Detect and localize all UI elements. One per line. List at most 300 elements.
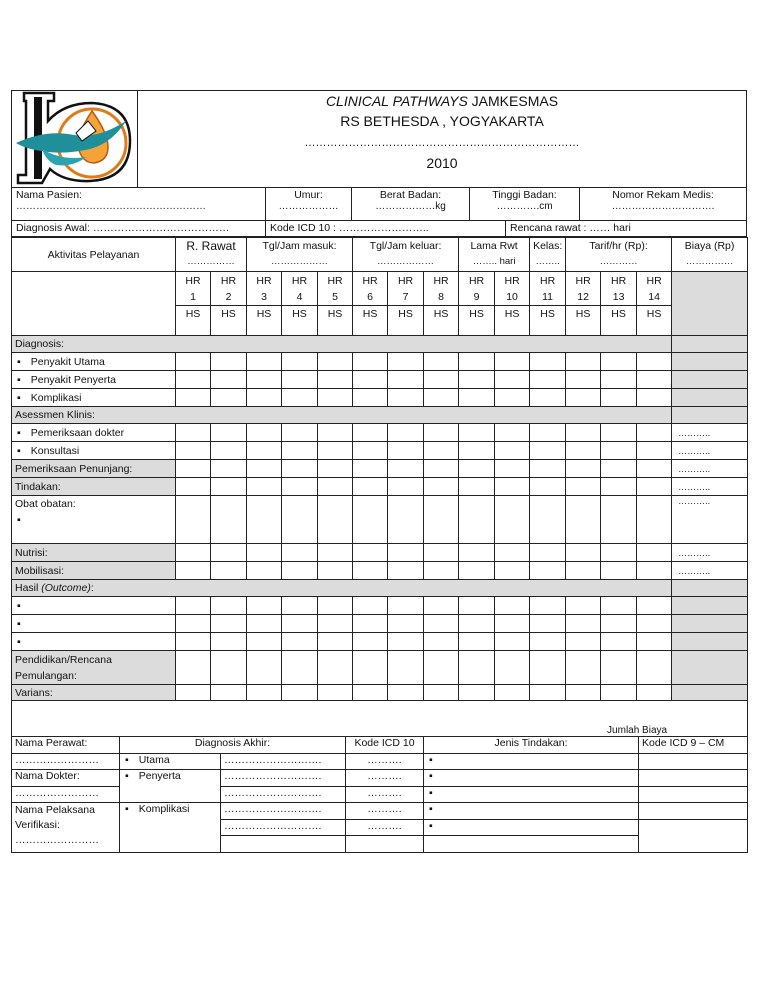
day-header-6 — [353, 272, 388, 306]
day-check-cell[interactable] — [247, 597, 282, 615]
day-check-cell[interactable] — [388, 442, 424, 460]
class-header[interactable] — [530, 238, 566, 272]
day-check-cell[interactable] — [176, 651, 211, 685]
day-check-cell[interactable] — [637, 544, 672, 562]
day-check-cell[interactable] — [601, 353, 637, 371]
day-number: 3 — [261, 290, 267, 303]
day-check-cell[interactable] — [495, 633, 530, 651]
class-header-value[interactable]: …….. — [535, 256, 560, 267]
day-number: 5 — [332, 290, 338, 303]
day-check-cell[interactable] — [353, 562, 388, 580]
day-check-cell[interactable] — [318, 460, 353, 478]
day-check-cell[interactable] — [530, 685, 566, 701]
day-check-cell[interactable] — [459, 389, 495, 407]
day-check-cell[interactable] — [530, 544, 566, 562]
day-check-cell[interactable] — [601, 562, 637, 580]
day-check-cell[interactable] — [495, 651, 530, 685]
day-check-cell[interactable] — [637, 496, 672, 544]
day-check-cell[interactable] — [495, 597, 530, 615]
day-check-cell[interactable] — [601, 424, 637, 442]
day-check-cell[interactable] — [459, 651, 495, 685]
day-check-cell[interactable] — [388, 424, 424, 442]
day-check-cell[interactable] — [388, 615, 424, 633]
day-check-cell[interactable] — [566, 353, 601, 371]
day-check-cell[interactable] — [211, 371, 247, 389]
day-check-cell[interactable] — [282, 460, 318, 478]
day-check-cell[interactable] — [176, 496, 211, 544]
day-check-cell[interactable] — [530, 424, 566, 442]
day-prefix: HR — [362, 274, 378, 287]
day-prefix: HR — [185, 274, 201, 287]
day-check-cell[interactable] — [176, 562, 211, 580]
day-check-cell[interactable] — [176, 478, 211, 496]
cost-cell[interactable]: ……….. — [672, 424, 748, 442]
day-check-cell[interactable] — [459, 615, 495, 633]
day-check-cell[interactable] — [318, 353, 353, 371]
day-check-cell[interactable] — [530, 615, 566, 633]
row-label: Asessmen Klinis: — [12, 407, 672, 424]
day-check-cell[interactable] — [247, 544, 282, 562]
diagnosis-row — [11, 221, 747, 237]
icd9-field[interactable] — [639, 786, 748, 803]
day-check-cell[interactable] — [247, 562, 282, 580]
day-check-cell[interactable] — [637, 597, 672, 615]
day-check-cell[interactable] — [211, 424, 247, 442]
doctor-name-field[interactable]: …………………… — [12, 786, 120, 803]
day-check-cell[interactable] — [566, 442, 601, 460]
day-check-cell[interactable] — [318, 496, 353, 544]
day-check-cell[interactable] — [388, 478, 424, 496]
weight-field[interactable]: Berat Badan: ………………kg — [352, 188, 470, 220]
day-check-cell[interactable] — [282, 496, 318, 544]
cost-cell — [672, 633, 748, 651]
day-check-cell[interactable] — [353, 544, 388, 562]
day-check-cell[interactable] — [601, 544, 637, 562]
day-check-cell[interactable] — [282, 424, 318, 442]
day-check-cell[interactable] — [247, 353, 282, 371]
day-check-cell[interactable] — [459, 371, 495, 389]
day-check-cell[interactable] — [530, 353, 566, 371]
day-check-cell[interactable] — [424, 651, 459, 685]
day-check-cell[interactable] — [211, 460, 247, 478]
icd-komplikasi-field-2[interactable]: ………. — [346, 819, 424, 836]
day-check-cell[interactable] — [459, 544, 495, 562]
day-check-cell[interactable] — [353, 424, 388, 442]
icd-utama-field[interactable]: ………. — [346, 753, 424, 770]
day-check-cell[interactable] — [601, 496, 637, 544]
day-check-cell[interactable] — [388, 389, 424, 407]
row-label — [12, 597, 176, 615]
day-check-cell[interactable] — [495, 562, 530, 580]
day-check-cell[interactable] — [282, 597, 318, 615]
day-check-cell[interactable] — [353, 633, 388, 651]
discharge-header-value[interactable]: ……………… — [377, 256, 435, 267]
day-check-cell[interactable] — [388, 496, 424, 544]
day-check-cell[interactable] — [459, 478, 495, 496]
day-check-cell[interactable] — [424, 442, 459, 460]
day-check-cell[interactable] — [601, 597, 637, 615]
class-header-label: Kelas: — [533, 240, 563, 252]
day-check-cell[interactable] — [353, 371, 388, 389]
cost-header[interactable] — [672, 238, 748, 272]
day-check-cell[interactable] — [459, 424, 495, 442]
day-check-cell[interactable] — [424, 460, 459, 478]
day-check-cell[interactable] — [247, 371, 282, 389]
icd-penyerta-field[interactable]: ………. — [346, 770, 424, 787]
day-check-cell[interactable] — [353, 353, 388, 371]
day-check-cell[interactable] — [353, 460, 388, 478]
day-check-cell[interactable] — [282, 633, 318, 651]
cost-cell — [672, 685, 748, 701]
day-check-cell[interactable] — [211, 544, 247, 562]
day-check-cell[interactable] — [353, 478, 388, 496]
day-check-cell[interactable] — [424, 685, 459, 701]
cost-cell[interactable]: ……….. — [672, 562, 748, 580]
cost-header-value[interactable]: …………… — [685, 256, 734, 267]
row-label: Pendidikan/Rencana Pemulangan: — [12, 651, 176, 685]
day-check-cell[interactable] — [495, 353, 530, 371]
day-check-cell[interactable] — [424, 371, 459, 389]
icd-komplikasi-field[interactable]: ………. — [346, 803, 424, 820]
medical-record-field[interactable]: Nomor Rekam Medis: …………………………. — [611, 189, 715, 212]
day-check-cell[interactable] — [530, 633, 566, 651]
day-check-cell[interactable] — [318, 633, 353, 651]
dotted-field[interactable]: ………………………………………………………………… — [304, 137, 580, 149]
cost-cell[interactable]: ……….. — [672, 442, 748, 460]
day-check-cell[interactable] — [495, 496, 530, 544]
day-check-cell[interactable] — [424, 389, 459, 407]
cost-cell — [672, 651, 748, 685]
day-check-cell[interactable] — [247, 460, 282, 478]
day-check-cell[interactable] — [601, 371, 637, 389]
form-title: CLINICAL PATHWAYS JAMKESMAS — [325, 93, 559, 109]
hs-cell: HS — [601, 306, 637, 336]
day-check-cell[interactable] — [176, 424, 211, 442]
day-check-cell[interactable] — [318, 651, 353, 685]
day-check-cell[interactable] — [318, 597, 353, 615]
day-check-cell[interactable] — [353, 389, 388, 407]
length-of-stay-header[interactable] — [459, 238, 530, 272]
day-header-2 — [211, 272, 247, 306]
day-check-cell[interactable] — [247, 685, 282, 701]
admit-header-value[interactable]: ……………… — [271, 256, 329, 267]
icd9-field[interactable] — [639, 753, 748, 770]
day-check-cell[interactable] — [601, 442, 637, 460]
day-check-cell[interactable] — [211, 615, 247, 633]
day-check-cell[interactable] — [566, 685, 601, 701]
patient-name-field[interactable]: Nama Pasien: ………………………………………………… — [12, 188, 266, 220]
day-check-cell[interactable] — [211, 633, 247, 651]
day-check-cell[interactable] — [530, 371, 566, 389]
day-number: 7 — [402, 290, 409, 303]
day-check-cell[interactable] — [637, 424, 672, 442]
day-check-cell[interactable] — [211, 478, 247, 496]
hs-cell: HS — [637, 306, 672, 336]
day-check-cell[interactable] — [566, 460, 601, 478]
day-check-cell[interactable] — [637, 353, 672, 371]
day-check-cell[interactable] — [318, 424, 353, 442]
day-check-cell[interactable] — [211, 496, 247, 544]
day-check-cell[interactable] — [211, 389, 247, 407]
day-check-cell[interactable] — [247, 615, 282, 633]
day-check-cell[interactable] — [424, 478, 459, 496]
day-check-cell[interactable] — [601, 633, 637, 651]
day-check-cell[interactable] — [637, 651, 672, 685]
day-check-cell[interactable] — [530, 460, 566, 478]
hs-cell: HS — [282, 306, 318, 336]
day-check-cell[interactable] — [176, 442, 211, 460]
icd9-field[interactable] — [639, 770, 748, 787]
hs-cell: HS — [318, 306, 353, 336]
day-check-cell[interactable] — [495, 389, 530, 407]
day-check-cell[interactable] — [424, 633, 459, 651]
day-check-cell[interactable] — [247, 424, 282, 442]
day-check-cell[interactable] — [495, 615, 530, 633]
day-check-cell[interactable] — [530, 562, 566, 580]
day-check-cell[interactable] — [388, 353, 424, 371]
day-prefix: HR — [646, 274, 662, 287]
diag-utama-field[interactable]: ………………………. — [221, 753, 346, 770]
day-check-cell[interactable] — [282, 442, 318, 460]
day-check-cell[interactable] — [388, 371, 424, 389]
day-check-cell[interactable] — [282, 389, 318, 407]
day-check-cell[interactable] — [388, 633, 424, 651]
verifier-label-2: Verifikasi: — [15, 819, 60, 831]
day-check-cell[interactable] — [637, 478, 672, 496]
day-check-cell[interactable] — [282, 651, 318, 685]
row-label: ▪ Komplikasi — [12, 389, 176, 407]
day-check-cell[interactable] — [566, 496, 601, 544]
row-label: ▪ Penyakit Utama — [12, 353, 176, 371]
day-check-cell[interactable] — [353, 597, 388, 615]
day-check-cell[interactable] — [176, 544, 211, 562]
day-check-cell[interactable] — [211, 442, 247, 460]
row-label: Hasil (Outcome): — [12, 580, 672, 597]
day-check-cell[interactable] — [318, 478, 353, 496]
day-check-cell[interactable] — [530, 496, 566, 544]
day-check-cell[interactable] — [247, 478, 282, 496]
diag-komplikasi-field[interactable]: ………………………. — [221, 803, 346, 820]
day-check-cell[interactable] — [530, 442, 566, 460]
row-label: ▪ Pemeriksaan dokter — [12, 424, 176, 442]
day-check-cell[interactable] — [424, 544, 459, 562]
day-header-7 — [388, 272, 424, 306]
day-check-cell[interactable] — [601, 615, 637, 633]
row-label: Diagnosis: — [12, 336, 672, 353]
day-check-cell[interactable] — [247, 651, 282, 685]
day-check-cell[interactable] — [637, 460, 672, 478]
day-check-cell[interactable] — [566, 424, 601, 442]
day-check-cell[interactable] — [459, 685, 495, 701]
day-check-cell[interactable] — [495, 685, 530, 701]
admit-header[interactable] — [247, 238, 353, 272]
room-header-value[interactable]: …………… — [187, 256, 235, 267]
day-check-cell[interactable] — [353, 496, 388, 544]
cost-cell[interactable]: ……….. — [672, 478, 748, 496]
height-field[interactable]: Tinggi Badan: ………….cm — [470, 188, 580, 220]
day-check-cell[interactable] — [318, 615, 353, 633]
day-check-cell[interactable] — [388, 562, 424, 580]
day-check-cell[interactable] — [282, 371, 318, 389]
nurse-name-field[interactable]: …………………… — [12, 753, 120, 770]
day-check-cell[interactable] — [459, 633, 495, 651]
day-number: 2 — [225, 290, 232, 303]
day-check-cell[interactable] — [176, 597, 211, 615]
tariff-header-value[interactable]: ………… — [599, 256, 638, 267]
day-header-8 — [424, 272, 459, 306]
icd9-field[interactable] — [639, 803, 748, 820]
day-check-cell[interactable] — [495, 424, 530, 442]
day-check-cell[interactable] — [176, 353, 211, 371]
day-check-cell[interactable] — [318, 371, 353, 389]
day-check-cell[interactable] — [282, 685, 318, 701]
day-check-cell[interactable] — [353, 615, 388, 633]
verifier-name-field[interactable]: …………………… — [15, 834, 99, 846]
day-number: 8 — [438, 290, 444, 303]
day-check-cell[interactable] — [530, 389, 566, 407]
day-check-cell[interactable] — [601, 685, 637, 701]
day-check-cell[interactable] — [495, 478, 530, 496]
icd-penyerta-field-2[interactable]: ………. — [346, 786, 424, 803]
day-check-cell[interactable] — [282, 478, 318, 496]
diag-komplikasi-field-2[interactable]: ………………………. — [221, 819, 346, 836]
cost-cell[interactable]: ……….. — [672, 544, 748, 562]
diag-penyerta-field[interactable]: ………………………. — [221, 770, 346, 787]
day-check-cell[interactable] — [353, 651, 388, 685]
day-check-cell[interactable] — [601, 460, 637, 478]
day-check-cell[interactable] — [637, 685, 672, 701]
day-check-cell[interactable] — [388, 685, 424, 701]
day-check-cell[interactable] — [566, 651, 601, 685]
day-check-cell[interactable] — [282, 353, 318, 371]
day-check-cell[interactable] — [566, 478, 601, 496]
day-check-cell[interactable] — [637, 442, 672, 460]
day-check-cell[interactable] — [211, 597, 247, 615]
day-check-cell[interactable] — [211, 562, 247, 580]
day-check-cell[interactable] — [176, 389, 211, 407]
length-of-stay-header-value[interactable]: …….. hari — [472, 256, 516, 267]
row-label: Nutrisi: — [12, 544, 176, 562]
day-check-cell[interactable] — [495, 442, 530, 460]
day-check-cell[interactable] — [459, 496, 495, 544]
cost-cell[interactable]: ……….. — [672, 496, 748, 544]
day-check-cell[interactable] — [318, 562, 353, 580]
cost-cell[interactable]: ……….. — [672, 460, 748, 478]
diag-penyerta-field-2[interactable]: ………………………. — [221, 786, 346, 803]
initial-diagnosis-field[interactable]: Diagnosis Awal: ………………………………… — [12, 221, 266, 236]
day-check-cell[interactable] — [176, 460, 211, 478]
day-check-cell[interactable] — [459, 460, 495, 478]
day-check-cell[interactable] — [566, 562, 601, 580]
day-check-cell[interactable] — [282, 544, 318, 562]
day-check-cell[interactable] — [495, 371, 530, 389]
discharge-header[interactable] — [353, 238, 459, 272]
day-check-cell[interactable] — [247, 442, 282, 460]
day-check-cell[interactable] — [637, 371, 672, 389]
day-check-cell[interactable] — [566, 597, 601, 615]
day-check-cell[interactable] — [318, 389, 353, 407]
day-check-cell[interactable] — [601, 389, 637, 407]
day-check-cell[interactable] — [495, 460, 530, 478]
hs-cell: HS — [566, 306, 601, 336]
day-check-cell[interactable] — [176, 371, 211, 389]
row-label — [12, 633, 176, 651]
day-check-cell[interactable] — [388, 460, 424, 478]
day-check-cell[interactable] — [353, 685, 388, 701]
day-check-cell[interactable] — [318, 442, 353, 460]
day-check-cell[interactable] — [566, 389, 601, 407]
day-check-cell[interactable] — [176, 615, 211, 633]
action-type-header: Jenis Tindakan: — [424, 737, 639, 754]
day-check-cell[interactable] — [566, 615, 601, 633]
day-check-cell[interactable] — [388, 597, 424, 615]
day-check-cell[interactable] — [176, 633, 211, 651]
tariff-header[interactable] — [566, 238, 672, 272]
day-check-cell[interactable] — [211, 685, 247, 701]
day-check-cell[interactable] — [637, 562, 672, 580]
cost-header-label: Biaya (Rp) — [684, 240, 735, 252]
day-check-cell[interactable] — [388, 651, 424, 685]
day-check-cell[interactable] — [282, 562, 318, 580]
day-check-cell[interactable] — [459, 353, 495, 371]
day-check-cell[interactable] — [388, 544, 424, 562]
day-check-cell[interactable] — [566, 544, 601, 562]
day-check-cell[interactable] — [530, 651, 566, 685]
day-check-cell[interactable] — [424, 424, 459, 442]
day-check-cell[interactable] — [637, 389, 672, 407]
icd9-field[interactable] — [639, 819, 748, 852]
day-check-cell[interactable] — [601, 651, 637, 685]
icd9-header: Kode ICD 9 – CM — [639, 737, 748, 754]
day-check-cell[interactable] — [211, 353, 247, 371]
day-check-cell[interactable] — [459, 597, 495, 615]
icd10-field[interactable]: Kode ICD 10 : …………………….. — [266, 221, 506, 236]
day-check-cell[interactable] — [637, 615, 672, 633]
room-header[interactable] — [176, 238, 247, 272]
day-check-cell[interactable] — [424, 615, 459, 633]
length-of-stay-header-label: Lama Rwt — [470, 240, 518, 252]
day-check-cell[interactable] — [530, 478, 566, 496]
care-plan-field[interactable]: Rencana rawat : …… hari — [510, 222, 631, 234]
day-check-cell[interactable] — [353, 442, 388, 460]
day-check-cell[interactable] — [211, 651, 247, 685]
day-check-cell[interactable] — [495, 544, 530, 562]
day-check-cell[interactable] — [459, 562, 495, 580]
day-check-cell[interactable] — [601, 478, 637, 496]
day-check-cell[interactable] — [424, 353, 459, 371]
day-check-cell[interactable] — [637, 633, 672, 651]
day-check-cell[interactable] — [176, 685, 211, 701]
age-field[interactable]: Umur: ……………… — [266, 188, 352, 220]
day-check-cell[interactable] — [566, 633, 601, 651]
day-check-cell[interactable] — [424, 496, 459, 544]
day-check-cell[interactable] — [247, 633, 282, 651]
day-check-cell[interactable] — [459, 442, 495, 460]
day-number: 6 — [367, 290, 373, 303]
cost-cell — [672, 389, 748, 407]
activity-header: Aktivitas Pelayanan — [12, 238, 176, 272]
day-check-cell[interactable] — [530, 597, 566, 615]
day-check-cell[interactable] — [318, 685, 353, 701]
day-check-cell[interactable] — [318, 544, 353, 562]
day-check-cell[interactable] — [424, 562, 459, 580]
day-check-cell[interactable] — [566, 371, 601, 389]
day-check-cell[interactable] — [247, 389, 282, 407]
day-check-cell[interactable] — [282, 615, 318, 633]
day-check-cell[interactable] — [424, 597, 459, 615]
row-label: Varians: — [12, 685, 176, 701]
day-check-cell[interactable] — [247, 496, 282, 544]
